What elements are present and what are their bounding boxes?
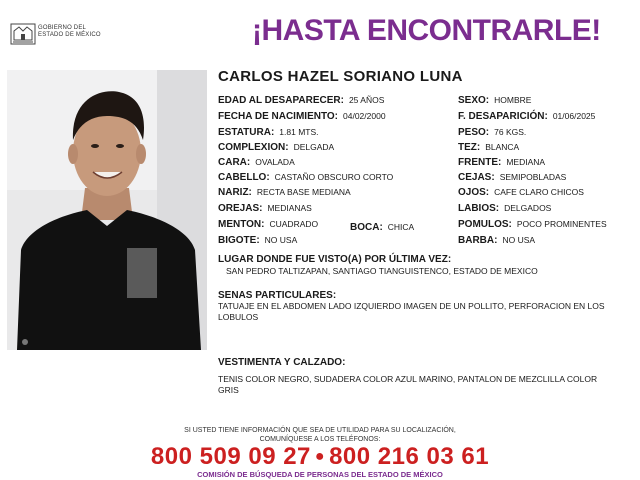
last-seen-location: SAN PEDRO TALTIZAPAN, SANTIAGO TIANGUISTENCO, ESTADO DE MEXICO: [226, 266, 538, 276]
field-cabello: [218, 172, 393, 183]
field-label: SEXO:: [458, 95, 490, 106]
field-value: MEDIANA: [506, 157, 546, 167]
field-label: PESO:: [458, 127, 490, 138]
headline: ¡HASTA ENCONTRARLE!: [252, 14, 601, 47]
person-name: CARLOS HAZEL SORIANO LUNA: [218, 68, 463, 85]
field-label: BIGOTE:: [218, 235, 260, 246]
field-peso: [458, 127, 526, 138]
field-label: OREJAS:: [218, 203, 263, 214]
marks-text: TATUAJE EN EL ABDOMEN LADO IZQUIERDO IMAGEN DE UN POLLITO, PERFORACION EN LOS LOBULOS: [218, 301, 605, 322]
field-value: 01/06/2025: [552, 111, 596, 121]
phone-number-2[interactable]: 800 216 03 61: [329, 443, 490, 470]
field-value: POCO PROMINENTES: [516, 219, 607, 229]
field-value: CHICA: [387, 222, 415, 232]
field-value: RECTA BASE MEDIANA: [256, 187, 351, 197]
phone-numbers: [0, 443, 640, 471]
field-ojos: [458, 187, 584, 198]
gov-line-2: ESTADO DE MÉXICO: [38, 32, 101, 38]
field-label: BARBA:: [458, 235, 498, 246]
field-fecha-desaparicion: [458, 111, 595, 122]
field-labios: [458, 203, 551, 214]
separator-dot-icon: ●: [314, 448, 326, 465]
field-label: OJOS:: [458, 187, 490, 198]
field-menton: [218, 219, 318, 230]
phone-number-1[interactable]: 800 509 09 27: [150, 443, 311, 470]
field-frente: [458, 157, 545, 168]
field-boca: [350, 222, 414, 233]
field-label: CEJAS:: [458, 172, 495, 183]
field-label: LABIOS:: [458, 203, 500, 214]
field-value: 25 AÑOS: [348, 95, 385, 105]
field-value: MEDIANAS: [267, 203, 312, 213]
field-value: OVALADA: [255, 157, 295, 167]
field-label: FECHA DE NACIMIENTO:: [218, 111, 338, 122]
field-label: TEZ:: [458, 142, 481, 153]
field-value: CUADRADO: [269, 219, 319, 229]
field-value: HOMBRE: [494, 95, 532, 105]
field-nariz: [218, 187, 351, 198]
field-value: NO USA: [264, 235, 298, 245]
field-cara: [218, 157, 295, 168]
field-value: DELGADA: [293, 142, 335, 152]
field-label: EDAD AL DESAPARECER:: [218, 95, 344, 106]
gov-line-1: GOBIERNO DEL: [38, 25, 87, 31]
field-value: 76 KGS.: [494, 127, 527, 137]
commission-name: COMISIÓN DE BÚSQUEDA DE PERSONAS DEL ESTADO DE MÉXICO: [197, 470, 443, 479]
field-complexion: [218, 142, 334, 153]
clothing-label: VESTIMENTA Y CALZADO:: [218, 357, 346, 368]
field-label: BOCA:: [350, 222, 383, 233]
field-value: CASTAÑO OBSCURO CORTO: [274, 172, 394, 182]
field-barba: [458, 235, 535, 246]
contact-note-line-1: SI USTED TIENE INFORMACIÓN QUE SEA DE UTILIDAD PARA SU LOCALIZACIÓN,: [184, 427, 456, 434]
field-orejas: [218, 203, 312, 214]
field-fecha-nacimiento: [218, 111, 386, 122]
field-label: COMPLEXION:: [218, 142, 289, 153]
field-label: POMULOS:: [458, 219, 512, 230]
field-value: CAFE CLARO CHICOS: [494, 187, 584, 197]
field-label: CABELLO:: [218, 172, 270, 183]
field-value: SEMIPOBLADAS: [499, 172, 567, 182]
field-label: ESTATURA:: [218, 127, 275, 138]
last-seen-label: LUGAR DONDE FUE VISTO(A) POR ÚLTIMA VEZ:: [218, 254, 452, 265]
field-label: NARIZ:: [218, 187, 252, 198]
person-photo: [7, 70, 207, 350]
field-value: BLANCA: [485, 142, 520, 152]
field-label: MENTON:: [218, 219, 265, 230]
contact-note: [0, 426, 640, 444]
field-value: DELGADOS: [504, 203, 552, 213]
field-value: 1.81 MTS.: [279, 127, 319, 137]
state-seal-icon: [10, 20, 36, 46]
field-sexo: [458, 95, 531, 106]
field-label: CARA:: [218, 157, 251, 168]
field-label: FRENTE:: [458, 157, 502, 168]
field-pomulos: [458, 219, 607, 230]
field-bigote: [218, 235, 297, 246]
clothing-text: TENIS COLOR NEGRO, SUDADERA COLOR AZUL MARINO, PANTALON DE MEZCLILLA COLOR GRIS: [218, 374, 598, 395]
government-logo-text: [38, 25, 101, 39]
marks-label: SENAS PARTICULARES:: [218, 290, 337, 301]
field-value: 04/02/2000: [343, 111, 386, 121]
field-value: NO USA: [502, 235, 536, 245]
field-edad: [218, 95, 384, 106]
field-tez: [458, 142, 519, 153]
field-estatura: [218, 127, 319, 138]
contact-note-line-2: COMUNÍQUESE A LOS TELÉFONOS:: [259, 436, 381, 443]
field-label: F. DESAPARICIÓN:: [458, 111, 548, 122]
field-cejas: [458, 172, 566, 183]
